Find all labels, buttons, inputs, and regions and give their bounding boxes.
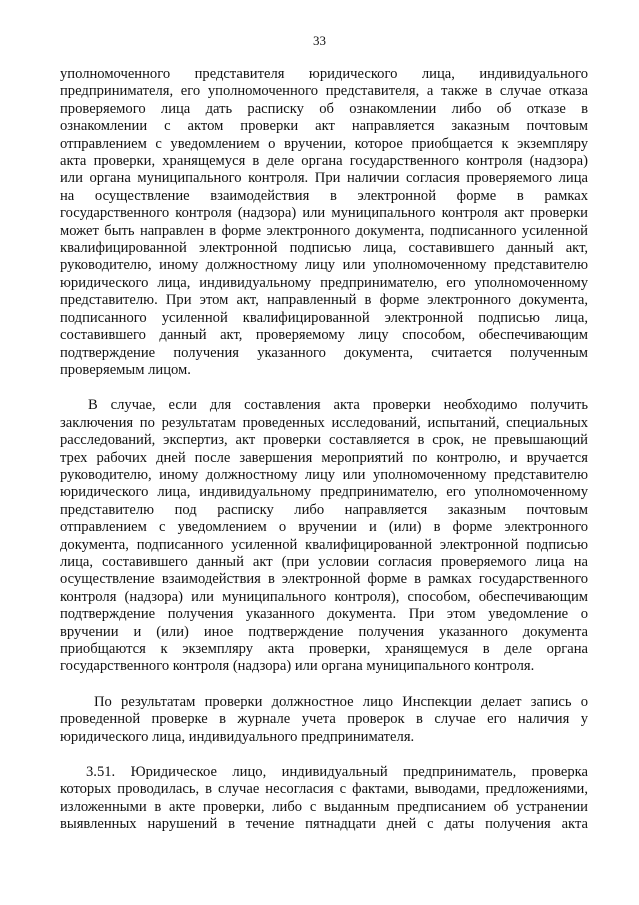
text-line: подтверждение получения указанного документа, считается полученным [60,344,588,361]
text-line: государственного контроля (надзора) или органа муниципального контроля. [60,658,535,675]
text-line: квалифицированной электронной подписью лица, составившего данный акт, [60,240,588,257]
text-line: может быть направлен в форме электронного документа, подписанного усиленной [60,222,588,239]
text-line: 3.51. Юридическое лицо, индивидуальный предприниматель, проверка [86,764,588,781]
text-line: предпринимателя, его уполномоченного представителя, а также в случае отказа [60,83,588,100]
text-line: контроля (надзора) или муниципального контроля), способом, обеспечивающим [60,588,588,605]
text-line: приобщаются к экземпляру акта проверки, хранящемуся в деле органа [60,641,588,657]
paragraph-journal-entry [60,694,588,746]
text-line: лица, составившего данный акт (при условии согласия проверяемого лица на [60,553,588,570]
text-line: подписанного усиленной квалифицированной электронной подписью лица, [60,309,588,326]
text-line: трех рабочих дней после завершения мероприятий по контролю, и вручается [60,449,588,466]
text-line: или органа муниципального контроля. При наличии согласия проверяемого лица [60,170,588,187]
text-line: руководителю, иному должностному лицу или уполномоченному представителю [60,257,588,274]
text-line: заключения по результатам проведенных исследований, испытаний, специальных [60,414,588,431]
text-line: изложенными в акте проверки, либо с выданным предписанием об устранении [60,798,588,815]
text-line: отправлением с уведомлением о вручении, которое приобщается к экземпляру [60,135,588,152]
text-line: подтверждение получения указанного документа. При этом уведомление о [60,606,588,623]
text-line: которых проводилась, в случае несогласия с фактами, выводами, предложениями, [60,781,588,798]
text-line: проверяемого лица дать расписку об ознакомлении либо об отказе в [60,100,588,117]
text-line: документа, подписанного усиленной квалифицированной электронной подписью [60,536,588,553]
text-line: составившего данный акт, проверяемому лицу способом, обеспечивающим [60,327,588,344]
text-line: юридического лица, индивидуальному предпринимателю, его уполномоченному [60,484,588,501]
text-line: юридического лица, индивидуального предпринимателя. [60,728,415,745]
text-line: юридического лица, индивидуальному предпринимателю, его уполномоченному [60,274,588,291]
text-line: В случае, если для составления акта проверки необходимо получить [88,397,588,414]
paragraph-act-delivery [60,66,588,379]
text-line: руководителю, иному должностному лицу или уполномоченному представителю [60,466,588,483]
text-line: расследований, экспертиз, акт проверки составляется в срок, не превышающий [60,432,588,449]
text-line: По результатам проверки должностное лицо Инспекции делает запись о [94,693,588,710]
text-line: на осуществление взаимодействия в электронной форме в рамках [60,187,588,204]
text-line: вручении и (или) иное подтверждение получения указанного документа [60,623,588,640]
document-body [60,66,588,834]
text-line: государственного контроля (надзора) или муниципального контроля акт проверки [60,205,588,222]
text-line: осуществление взаимодействия в электронной форме в рамках государственного [60,571,588,588]
text-line: выявленных нарушений в течение пятнадцати дней с даты получения акта [60,816,588,833]
text-line: проверяемым лицом. [60,361,191,378]
text-line: проведенной проверке в журнале учета проверок в случае его наличия у [60,711,588,728]
text-line: представителю. При этом акт, направленный в форме электронного документа, [60,292,588,309]
paragraph-3-51 [60,764,588,834]
page-number: 33 [313,33,326,48]
paragraph-expert-conclusions [60,397,588,676]
text-line: представителю под расписку либо направляется заказным почтовым [60,501,588,518]
text-line: отправлением с уведомлением о вручении и (или) в форме электронного [60,519,588,536]
text-line: ознакомлении с актом проверки акт направляется заказным почтовым [60,118,588,135]
text-line: акта проверки, хранящемуся в деле органа государственного контроля (надзора) [60,153,588,170]
text-line: уполномоченного представителя юридического лица, индивидуального [60,66,588,82]
